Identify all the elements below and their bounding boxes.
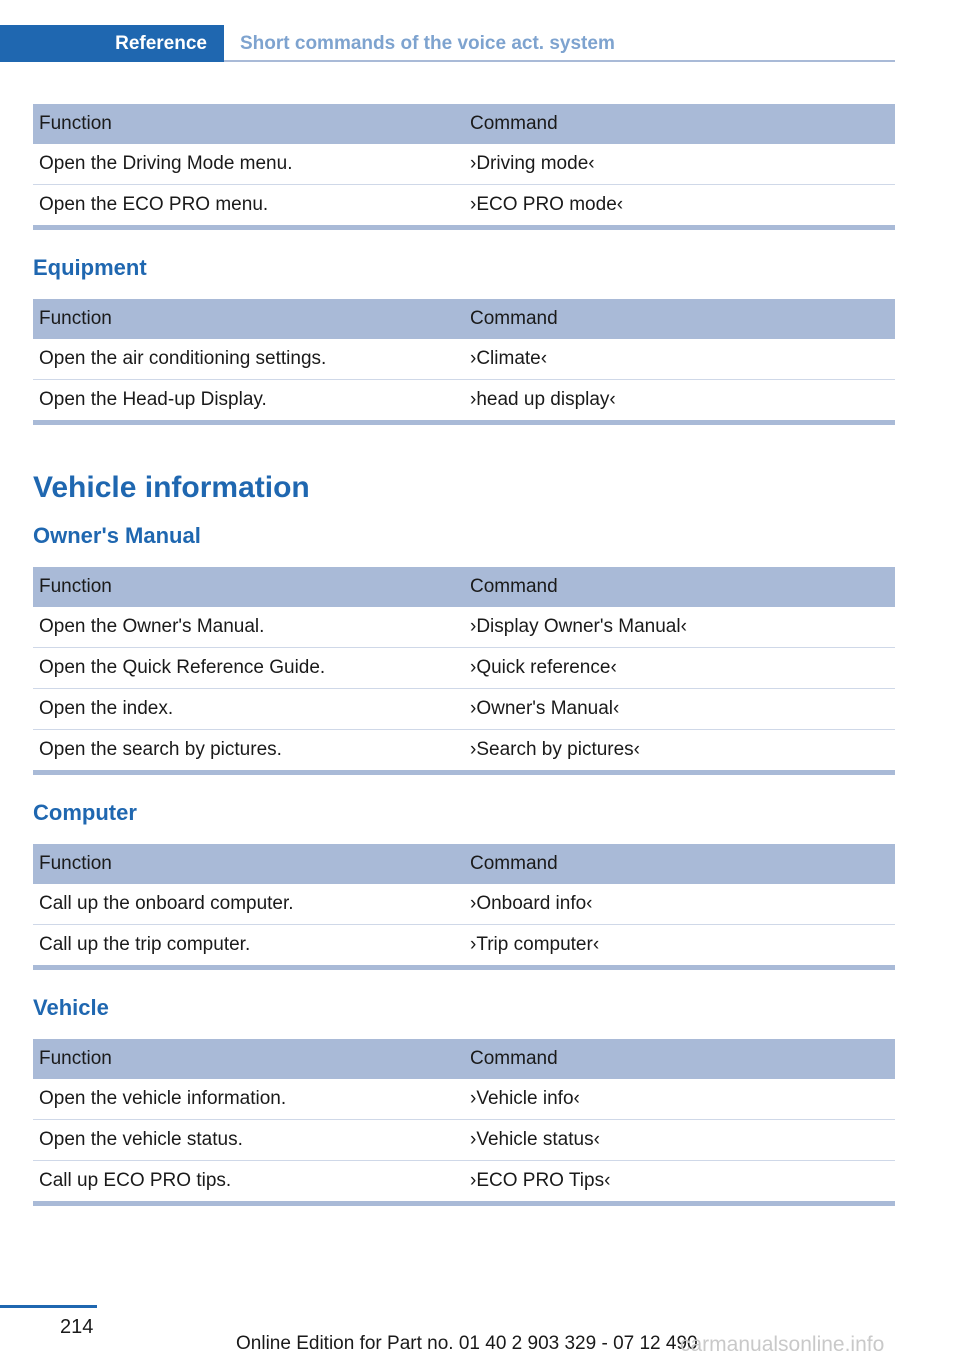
- table-header-row: [33, 567, 895, 607]
- edition-text: Online Edition for Part no. 01 40 2 903 329 - 07 12 490: [236, 1333, 698, 1354]
- table-row: [33, 648, 895, 689]
- command-cell: ›Trip computer‹: [470, 934, 600, 955]
- table-row: [33, 730, 895, 771]
- command-cell: ›Vehicle status‹: [464, 1120, 895, 1161]
- vehicle-heading: Vehicle: [33, 995, 109, 1020]
- column-header-command: Command: [464, 567, 895, 607]
- table-end-rule: [33, 225, 895, 230]
- table-row: [33, 1161, 895, 1202]
- table-row: [33, 1120, 895, 1161]
- table-end-rule: [33, 1201, 895, 1206]
- table-top: [33, 104, 895, 225]
- computer-table: [33, 844, 895, 965]
- function-cell: Call up the trip computer.: [39, 934, 251, 955]
- owners-manual-table: [33, 567, 895, 770]
- function-cell: Open the vehicle status.: [33, 1120, 464, 1161]
- table-header-row: [33, 299, 895, 339]
- column-header-function: Function: [33, 104, 464, 144]
- table-row: [33, 339, 895, 380]
- command-cell: ›Driving mode‹: [464, 144, 895, 185]
- table-row: [33, 1079, 895, 1120]
- command-cell: ›head up display‹: [470, 389, 616, 410]
- footer-rule: [0, 1305, 97, 1308]
- function-cell: Open the Quick Reference Guide.: [33, 648, 464, 689]
- computer-heading: Computer: [33, 800, 137, 825]
- column-header-function: Function: [33, 1039, 464, 1079]
- function-cell: Open the Head-up Display.: [39, 389, 267, 410]
- function-cell: Open the Owner's Manual.: [33, 607, 464, 648]
- function-cell: Open the index.: [33, 689, 464, 730]
- table-row: [33, 925, 895, 966]
- page-content: [33, 104, 895, 1206]
- command-cell: ›Climate‹: [464, 339, 895, 380]
- equipment-table: [33, 299, 895, 420]
- function-cell: Call up ECO PRO tips.: [39, 1170, 232, 1191]
- table-end-rule: [33, 965, 895, 970]
- vehicle-information-heading: Vehicle information: [33, 471, 310, 504]
- function-cell: Open the air conditioning settings.: [33, 339, 464, 380]
- vehicle-table: [33, 1039, 895, 1201]
- table-row: [33, 607, 895, 648]
- function-cell: Open the vehicle information.: [33, 1079, 464, 1120]
- header-divider: [224, 60, 895, 62]
- column-header-command: Command: [464, 844, 895, 884]
- column-header-function: Function: [33, 299, 464, 339]
- table-end-rule: [33, 770, 895, 775]
- table-row: [33, 380, 895, 421]
- table-row: [33, 144, 895, 185]
- command-cell: ›Display Owner's Manual‹: [464, 607, 895, 648]
- command-cell: ›Owner's Manual‹: [464, 689, 895, 730]
- table-end-rule: [33, 420, 895, 425]
- column-header-command: Command: [464, 1039, 895, 1079]
- column-header-command: Command: [464, 104, 895, 144]
- command-cell: ›Onboard info‹: [464, 884, 895, 925]
- function-cell: Call up the onboard computer.: [33, 884, 464, 925]
- table-row: [33, 185, 895, 226]
- page-header: [0, 25, 895, 62]
- column-header-function: Function: [33, 567, 464, 607]
- command-cell: ›Vehicle info‹: [464, 1079, 895, 1120]
- function-cell: Open the search by pictures.: [39, 739, 282, 760]
- table-row: [33, 884, 895, 925]
- table-header-row: [33, 844, 895, 884]
- command-cell: ›ECO PRO Tips‹: [470, 1170, 611, 1191]
- section-tab[interactable]: Reference: [0, 25, 224, 62]
- page-number: 214: [60, 1316, 94, 1338]
- equipment-heading: Equipment: [33, 255, 147, 280]
- command-cell: ›Search by pictures‹: [470, 739, 641, 760]
- table-header-row: [33, 1039, 895, 1079]
- column-header-function: Function: [33, 844, 464, 884]
- table-header-row: [33, 104, 895, 144]
- column-header-command: Command: [464, 299, 895, 339]
- owners-manual-heading: Owner's Manual: [33, 523, 201, 548]
- command-cell: ›Quick reference‹: [464, 648, 895, 689]
- function-cell: Open the Driving Mode menu.: [33, 144, 464, 185]
- table-row: [33, 689, 895, 730]
- chapter-title: Short commands of the voice act. system: [240, 33, 615, 54]
- command-cell: ›ECO PRO mode‹: [470, 194, 624, 215]
- watermark: carmanualsonline.info: [680, 1333, 885, 1356]
- function-cell: Open the ECO PRO menu.: [39, 194, 269, 215]
